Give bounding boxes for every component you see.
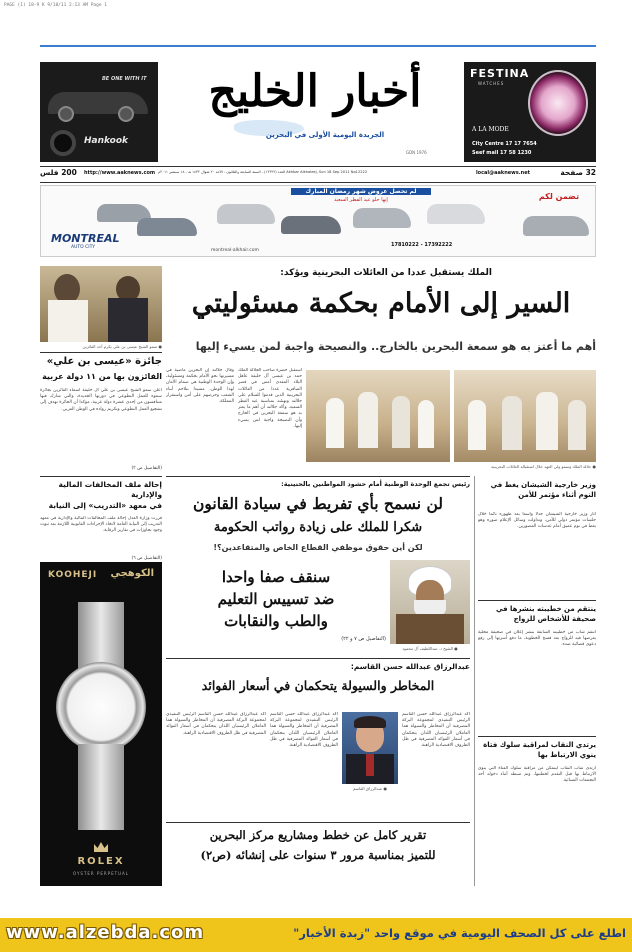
unity-stand-1: سنقف صفا واحدا	[221, 568, 331, 586]
car-2	[137, 218, 197, 236]
qassim-body-1: أكد عبدالرزاق عبدالله حسن القاسم الرئيس التنفيذي لمجموعة البركة المصرفية أن المخاطر والسيولة هما العاملان الرئيسيان اللذان يتحكمان في أسعار الفوائد المصرفية في ظل الظروف الاقتصادية الراهنة.	[402, 712, 470, 749]
unity-question: لكن أين حقوق موظفي القطاع الخاص والمتقاعدين؟!	[213, 543, 423, 552]
montreal-ad[interactable]	[40, 185, 596, 257]
side-story-1-body: أثار وزير خارجية الشيشان جدلا واسعا بعد ظهوره نائما خلال جلسات مؤتمر دولي للأمن، وتداولت وسائل الإعلام صوره وهو يغط في نوم عميق أمام عدسات المصورين.	[478, 512, 596, 530]
masthead-subtitle: الجريدة اليومية الأولى في البحرين	[265, 131, 385, 139]
festina-store: A LA MODE	[472, 126, 509, 133]
unity-caption: ● الشيخ د. عبداللطيف آل محمود	[402, 646, 458, 651]
qassim-caption: ● عبدالرزاق القاسم	[353, 786, 387, 791]
award-more[interactable]: (التفاصيل ص ٣)	[131, 466, 162, 471]
watch-icon	[528, 70, 588, 136]
kooheji-brand-ar: الكوهجي	[110, 568, 154, 579]
festina-line2: Seef mall 17 58 1230	[472, 150, 532, 156]
montreal-subhead: إنها حلو عيد الفطر السعيد	[334, 197, 388, 203]
qassim-body-3: أكد عبدالرزاق عبدالله حسن القاسم الرئيس التنفيذي لمجموعة البركة المصرفية أن المخاطر والسيولة هما العاملان الرئيسيان اللذان يتحكمان في أسعار الفوائد المصرفية في ظل الظروف الاقتصادية الراهنة.	[166, 712, 266, 736]
qassim-body-2: أكد عبدالرزاق عبدالله حسن القاسم الرئيس التنفيذي لمجموعة البركة المصرفية أن المخاطر والسيولة هما العاملان الرئيسيان اللذان يتحكمان في أسعار الفوائد المصرفية في ظل الظروف الاقتصادية الراهنة.	[270, 712, 338, 749]
hankook-tyre	[50, 130, 76, 156]
qassim-kicker: عبدالرزاق عبدالله حسن القاسم:	[350, 662, 470, 671]
award-headline: جائزة «عيسى بن علي»	[46, 356, 162, 367]
wheel-right	[118, 106, 134, 122]
car-6	[427, 204, 485, 224]
hankook-ad[interactable]	[40, 62, 158, 162]
festina-sub: WATCHES	[478, 81, 505, 86]
footer-url[interactable]: www.alzebda.com	[6, 922, 205, 943]
rolex-tag: OYSTER PERPETUAL	[73, 871, 129, 876]
wheel-left	[58, 106, 74, 122]
unity-headline: لن نسمح بأي تفريط في سيادة القانون	[193, 494, 443, 513]
festina-line1: City Centre 17 17 7654	[472, 141, 537, 147]
king-photo-caption: ● سمو الشيخ عيسى بن علي يكرم أحد الفائزين	[82, 344, 162, 349]
unity-photo	[390, 560, 470, 644]
montreal-site: montreal-alkhair.com	[211, 248, 259, 253]
lead-headline: السير إلى الأمام بحكمة مسئوليتي	[191, 288, 571, 319]
unity-subhead: شكرا للملك على زيادة رواتب الحكومة	[213, 520, 423, 535]
unity-more[interactable]: (التفاصيل ص ٧ و ٢٢)	[341, 636, 386, 642]
unity-kicker: رئيس تجمع الوحدة الوطنية أمام حشود المواطنين بالحنينية:	[281, 480, 470, 488]
watch-band-bottom	[78, 744, 124, 830]
referral-body: قررت وزارة العدل إحالة ملف المخالفات المالية والإدارية في معهد التدريب إلى النيابة العامة لاتخاذ الإجراءات القانونية اللازمة بعد ثبوت وجود تجاوزات في تقارير الرقابة.	[40, 516, 162, 534]
montreal-sub: AUTO CITY	[71, 245, 96, 250]
website[interactable]: http://www.aaknews.com	[84, 170, 156, 176]
referral-more[interactable]: (التفاصيل ص ٦)	[131, 556, 162, 561]
kooheji-ad[interactable]	[40, 562, 162, 886]
king-award-photo	[40, 266, 162, 342]
hankook-tagline: BE ONE WITH IT	[102, 76, 147, 82]
info-bar	[40, 168, 596, 180]
rolex-model: ROLEX	[77, 856, 125, 867]
lead-kicker: الملك يستقبل عددا من العائلات البحرينية ويؤكد:	[280, 268, 492, 278]
lead-body-1: استقبل حضرة صاحب الجلالة الملك حمد بن عيسى آل خليفة عاهل البلاد المفدى أمس في قصر الصافرية عددا من العائلات البحرينية الذين قدموا للسلام على جلالته وتهنئته بمناسبة عيد الفطر السعيد، وأكد جلالته أن أهم ما يعتز به هو سمعة البحرين في الخارج وأن النصيحة واجبة لمن يسيء إليها.	[238, 368, 302, 429]
footer-banner[interactable]	[0, 918, 632, 952]
lead-body-2: وقال جلالته إن البحرين ماضية في مسيرتها نحو الأمام بحكمة ومسئولية، وإن الوحدة الوطنية هي صمام الأمان لهذا الوطن، مشيدا بتلاحم أبناء الشعب وحرصهم على أمن واستقرار المملكة.	[166, 368, 234, 405]
footer-text: اطلع على كل الصحف اليومية في موقع واحد "زبدة الأخبار"	[293, 926, 626, 940]
unity-stand-3: والطب والنقابات	[224, 612, 328, 630]
report-headline-2: للتميز بمناسبة مرور ٣ سنوات على إنشائه (ص٢)	[200, 848, 436, 862]
lead-photo-left	[306, 370, 450, 462]
price: 200 فلس	[40, 168, 77, 177]
top-rule	[40, 45, 596, 47]
rolex-crown-icon	[94, 842, 108, 852]
award-subhead: الفائزون بها من ١١ دولة عربية	[42, 372, 162, 381]
unity-stand-2: ضد تسييس التعليم	[217, 590, 335, 608]
rolex-watch-icon	[56, 662, 146, 752]
festina-ad[interactable]	[464, 62, 596, 162]
email[interactable]: local@aaknews.net	[475, 170, 530, 176]
kooheji-brand: KOOHEJI	[48, 570, 98, 580]
founded: GDN 1976	[406, 150, 427, 155]
lead-photo-right	[454, 370, 596, 462]
car-3	[217, 204, 275, 224]
date-line: العدد (١٢٢٢٢) - السنة السابعة والثلاثون - الأحد ٢٠ شوال ١٤٣٢ هـ - ١٨ سبتمبر ٢٠١١م Akhbar Alkhaleej, Sun 18 Sep 2011 No12222	[158, 170, 368, 174]
award-body: أعلن سمو الشيخ عيسى بن علي آل خليفة أسماء الفائزين بجائزة سموه للعمل التطوعي في دورتها الجديدة، والتي شارك فيها متنافسون من إحدى عشرة دولة عربية، مؤكدا أن الجائزة تهدف إلى تشجيع العمل التطوعي وتكريم رواده في الوطن العربي.	[40, 388, 162, 412]
page-count: 32 صفحة	[560, 168, 596, 177]
qassim-headline: المخاطر والسيولة يتحكمان في أسعار الفوائد	[201, 678, 435, 693]
festina-brand: FESTINA	[470, 67, 530, 80]
car-7	[523, 216, 589, 236]
lead-caption: ● جلالة الملك وسمو ولي العهد خلال استقباله العائلات البحرينية	[491, 464, 596, 469]
referral-headline: إحالة ملف المخالفات المالية والإدارية	[58, 480, 162, 499]
side-story-3-body: ارتدى شاب النقاب ليتمكن من مراقبة سلوك الفتاة التي ينوي الارتباط بها قبل التقدم لخطبتها، وتم ضبطه أثناء دخوله أحد التجمعات النسائية.	[478, 766, 596, 784]
print-slug: PAGE (1) 18-9 K 9/18/11 2:13 AM Page 1	[4, 3, 107, 8]
lead-subhead: أهم ما أعتز به هو سمعة البحرين بالخارج.. والنصيحة واجبة لمن يسيء إليها	[195, 340, 596, 353]
montreal-contact: 17810222 - 17392222	[391, 242, 453, 248]
car-5	[353, 208, 411, 228]
side-story-3-headline: يرتدي النقاب لمراقبة سلوك فتاة ينوي الارتباط بها	[483, 741, 596, 759]
qassim-photo	[342, 712, 398, 784]
car-4	[281, 216, 341, 234]
side-story-1-headline: وزير خارجية الشيشان يغط في النوم أثناء مؤتمر للأمن	[490, 481, 596, 499]
report-headline-1: تقرير كامل عن خطط ومشاريع مركز البحرين	[209, 828, 427, 842]
montreal-brand: MONTREAL	[51, 232, 120, 245]
masthead-title: أخبار الخليج	[208, 66, 422, 117]
side-story-2-body: انتقم شاب من خطيبته السابقة بنشر إعلان في صحيفة محلية يعرضها فيه للزواج بعد فسخ الخطوبة، ما دفع أسرتها إلى رفع دعوى قضائية ضده.	[478, 630, 596, 648]
hankook-brand: Hankook	[84, 136, 129, 146]
montreal-headline: لم تحصل عروض شهر رمضان المبارك	[291, 188, 431, 195]
side-story-2-headline: ينتقم من خطيبته بنشرها في صحيفة للأشخاص للزواج	[495, 605, 596, 623]
referral-subhead: في معهد «التدريب» إلى النيابة	[48, 501, 162, 510]
montreal-promo: تضمن لكم	[538, 192, 580, 201]
